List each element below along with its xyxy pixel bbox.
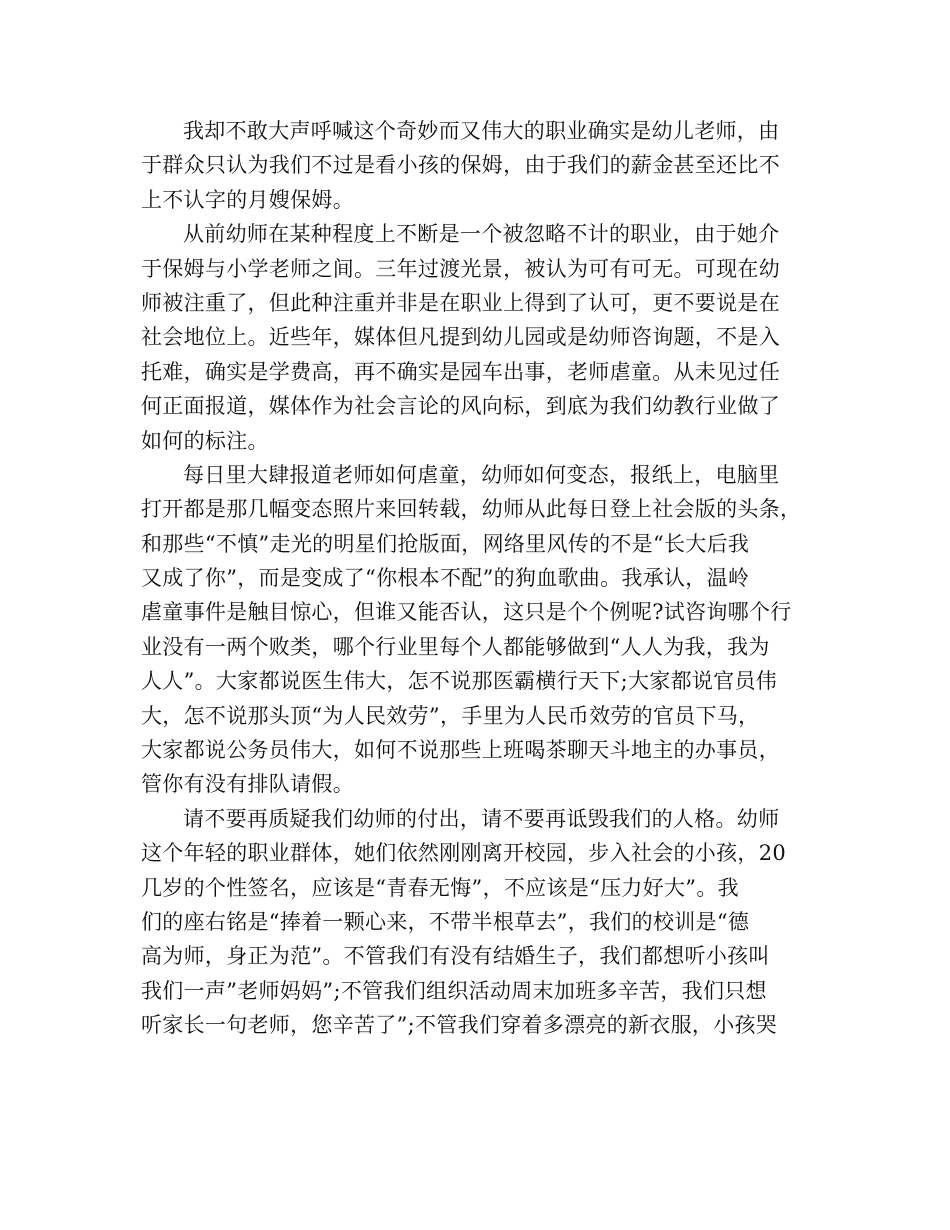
text-line: 大，怎不说那头顶“为人民效劳”，手里为人民币效劳的官员下马， xyxy=(141,703,760,728)
text-line: 人人”。大家都说医生伟大，怎不说那医霸横行天下;大家都说官员伟 xyxy=(141,669,778,694)
text-line: 和那些“不慎”走光的明星们抢版面，网络里风传的不是“长大后我 xyxy=(141,531,750,556)
text-line: 从前幼师在某种程度上不断是一个被忽略不计的职业，由于她介 xyxy=(183,222,780,247)
text-line: 于保姆与小学老师之间。三年过渡光景，被认为可有可无。可现在幼 xyxy=(141,256,780,281)
text-line: 如何的标注。 xyxy=(141,428,269,453)
paragraph-2 xyxy=(141,217,813,458)
text-line: 上不认字的月嫂保姆。 xyxy=(141,187,354,212)
text-line: 业没有一两个败类，哪个行业里每个人都能够做到“人人为我，我为 xyxy=(141,634,770,659)
text-line: 大家都说公务员伟大，如何不说那些上班喝茶聊天斗地主的办事员， xyxy=(141,738,780,763)
text-line: 托难，确实是学费高，再不确实是园车出事，老师虐童。从未见过任 xyxy=(141,359,780,384)
text-line: 们的座右铭是“捧着一颗心来，不带半根草去”，我们的校训是“德 xyxy=(141,909,750,934)
text-line: 虐童事件是触目惊心，但谁又能否认，这只是个个例呢?试咨询哪个行 xyxy=(141,600,792,625)
text-line: 听家长一句老师，您辛苦了”;不管我们穿着多漂亮的新衣服，小孩哭 xyxy=(141,1013,778,1038)
text-line: 何正面报道，媒体作为社会言论的风向标，到底为我们幼教行业做了 xyxy=(141,394,780,419)
text-line: 请不要再质疑我们幼师的付出，请不要再诋毁我们的人格。幼师 xyxy=(183,806,780,831)
text-line: 高为师，身正为范”。不管我们有没有结婚生子，我们都想听小孩叫 xyxy=(141,944,770,969)
text-line: 每日里大肆报道老师如何虐童，幼师如何变态，报纸上，电脑里 xyxy=(183,462,780,487)
text-line: 管你有没有排队请假。 xyxy=(141,772,354,797)
text-line: 这个年轻的职业群体，她们依然刚刚离开校园，步入社会的小孩，20 xyxy=(141,841,787,866)
text-line: 于群众只认为我们不过是看小孩的保姆，由于我们的薪金甚至还比不 xyxy=(141,153,780,178)
text-line: 几岁的个性签名，应该是“青春无悔”，不应该是“压力好大”。我 xyxy=(141,875,739,900)
text-line: 师被注重了，但此种注重并非是在职业上得到了认可，更不要说是在 xyxy=(141,290,780,315)
text-line: 我却不敢大声呼喊这个奇妙而又伟大的职业确实是幼儿老师，由 xyxy=(183,119,780,143)
paragraph-4 xyxy=(141,802,813,1043)
text-line: 我们一声”老师妈妈”;不管我们组织活动周末加班多辛苦，我们只想 xyxy=(141,978,767,1003)
paragraph-3 xyxy=(141,458,813,802)
document-body xyxy=(141,114,813,1043)
text-line: 打开都是那几幅变态照片来回转载，幼师从此每日登上社会版的头条， xyxy=(141,497,802,522)
text-line: 社会地位上。近些年，媒体但凡提到幼儿园或是幼师咨询题，不是入 xyxy=(141,325,780,350)
paragraph-1 xyxy=(141,114,813,217)
text-line: 又成了你”，而是变成了“你根本不配”的狗血歌曲。我承认，温岭 xyxy=(141,566,750,591)
